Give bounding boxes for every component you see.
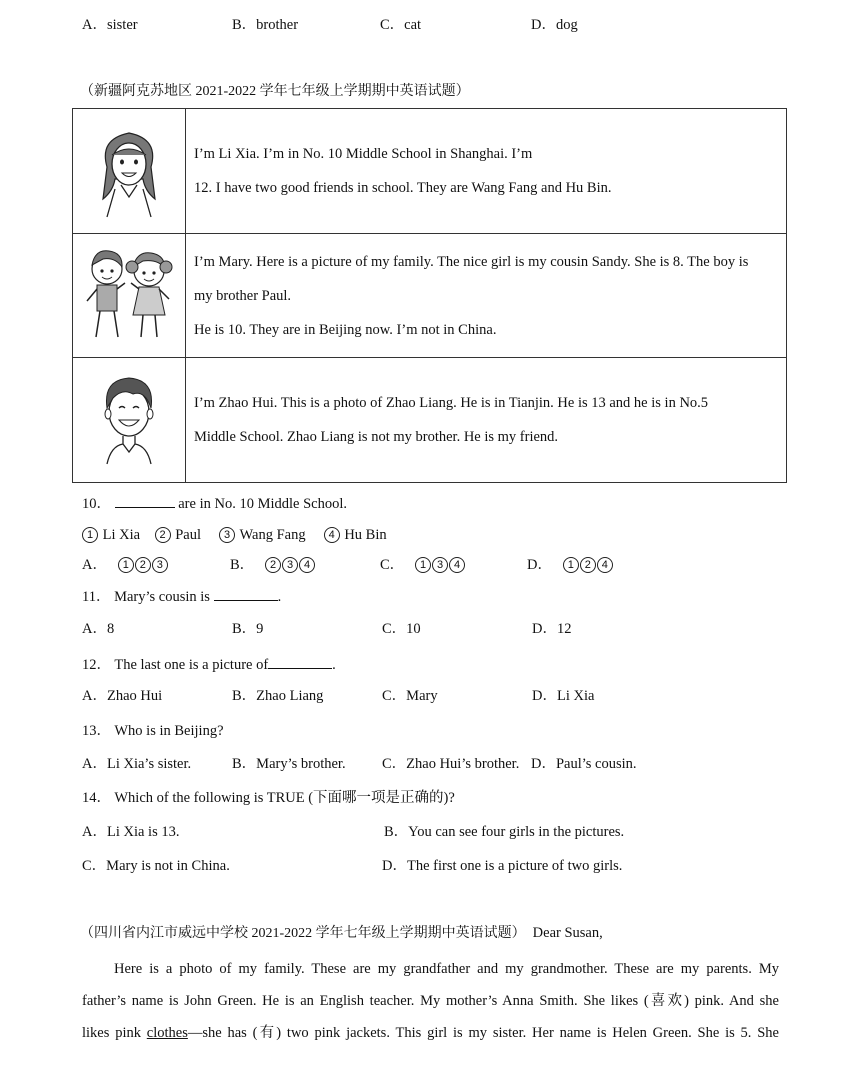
option-c[interactable]: C．Mary is not in China.	[82, 858, 230, 874]
option-c[interactable]: C．10	[382, 621, 421, 637]
circled-number: 1	[82, 527, 98, 543]
question-14-stem: 14． Which of the following is TRUE (下面哪一项是正确的)?	[82, 790, 455, 806]
passage-table	[72, 108, 787, 483]
circled-number: 4	[299, 557, 315, 573]
letter-line	[82, 1026, 779, 1041]
item-text: Paul	[175, 527, 201, 543]
circled-number: 3	[219, 527, 235, 543]
letter-line: Here is a photo of my family. These are my grandfather and my grandmother. These are my parents. My	[114, 961, 779, 977]
circled-number: 2	[265, 557, 281, 573]
option-b[interactable]: B．Zhao Liang	[232, 688, 324, 704]
question-text: are in No. 10 Middle School.	[178, 496, 347, 512]
circled-number: 1	[415, 557, 431, 573]
source-label: （新疆阿克苏地区 2021-2022 学年七年级上学期期中英语试题）	[80, 84, 470, 99]
option-c[interactable]: C．Zhao Hui’s brother.	[382, 756, 520, 772]
circled-number: 2	[135, 557, 151, 573]
item-text: Wang Fang	[239, 527, 306, 543]
circled-number: 2	[155, 527, 171, 543]
passage-line: I’m Li Xia. I’m in No. 10 Middle School in Shanghai. I’m	[194, 146, 533, 162]
question-text-end: .	[277, 589, 282, 605]
passage-line: my brother Paul.	[194, 287, 292, 304]
answer-blank[interactable]	[268, 656, 332, 669]
prev-option-a: A．sister	[82, 17, 138, 33]
source-label	[80, 926, 603, 941]
passage-line: I’m Mary. Here is a picture of my family. The nice girl is my cousin Sandy. She is 8. The boy is	[194, 253, 749, 270]
question-10-stem	[82, 495, 347, 512]
passage-zhao-hui	[186, 358, 787, 483]
picture-cell	[73, 109, 186, 234]
option-letter: D．	[527, 557, 552, 573]
circled-number: 4	[324, 527, 340, 543]
circled-number: 4	[597, 557, 613, 573]
girl-portrait-icon	[89, 119, 169, 219]
circled-number: 1	[563, 557, 579, 573]
circled-number: 1	[118, 557, 134, 573]
option-a[interactable]: A．Zhao Hui	[82, 688, 163, 704]
option-a[interactable]: A．Li Xia is 13.	[82, 824, 180, 840]
option-c[interactable]	[380, 557, 466, 573]
circled-number: 3	[152, 557, 168, 573]
option-letter: B．	[230, 557, 255, 573]
picture-cell	[73, 358, 186, 483]
option-a[interactable]: A．8	[82, 621, 115, 637]
option-d[interactable]	[527, 557, 614, 573]
table-row	[73, 109, 787, 234]
list-item	[155, 527, 201, 543]
circled-number: 3	[432, 557, 448, 573]
boy-portrait-icon	[89, 368, 169, 468]
option-d[interactable]: D．12	[532, 621, 572, 637]
question-12-stem	[82, 656, 336, 673]
circled-number: 3	[282, 557, 298, 573]
circled-number: 4	[449, 557, 465, 573]
table-row	[73, 358, 787, 483]
option-b[interactable]: B．You can see four girls in the pictures.	[384, 824, 625, 840]
question-number: 10．	[82, 496, 111, 512]
picture-cell	[73, 234, 186, 358]
question-text: 12． The last one is a picture of	[82, 657, 269, 673]
option-b[interactable]: B．Mary’s brother.	[232, 756, 346, 772]
option-b[interactable]	[230, 557, 316, 573]
underlined-word: clothes	[146, 1025, 188, 1041]
passage-line: 12. I have two good friends in school. They are Wang Fang and Hu Bin.	[194, 180, 612, 196]
prev-option-c: C．cat	[380, 17, 422, 33]
table-row	[73, 234, 787, 358]
passage-line: Middle School. Zhao Liang is not my brother. He is my friend.	[194, 429, 559, 445]
letter-greeting: Dear Susan,	[532, 925, 603, 941]
answer-blank[interactable]	[115, 495, 175, 508]
option-letter: C．	[380, 557, 405, 573]
option-a[interactable]: A．Li Xia’s sister.	[82, 756, 192, 772]
option-c[interactable]: C．Mary	[382, 688, 438, 704]
circled-number: 2	[580, 557, 596, 573]
list-item	[219, 527, 305, 543]
question-11-stem	[82, 588, 281, 605]
option-letter: A．	[82, 557, 107, 573]
option-d[interactable]: D．Li Xia	[532, 688, 595, 704]
passage-line: He is 10. They are in Beijing now. I’m not in China.	[194, 321, 497, 338]
item-text: Li Xia	[102, 527, 141, 543]
letter-text: likes pink	[82, 1025, 147, 1041]
option-b[interactable]: B．9	[232, 621, 264, 637]
question-10-items	[82, 527, 387, 543]
option-d[interactable]: D．The first one is a picture of two girls.	[382, 858, 623, 874]
passage-mary	[186, 234, 787, 358]
prev-option-b: B．brother	[232, 17, 299, 33]
answer-blank[interactable]	[214, 588, 278, 601]
source-text: （四川省内江市威远中学校 2021-2022 学年七年级上学期期中英语试题）	[80, 926, 526, 941]
list-item	[82, 527, 140, 543]
question-13-stem: 13． Who is in Beijing?	[82, 723, 224, 739]
prev-option-d: D．dog	[531, 17, 578, 33]
letter-line: father’s name is John Green. He is an English teacher. My mother’s Anna Smith. She likes (喜欢) pink. And she	[82, 993, 779, 1009]
item-text: Hu Bin	[344, 527, 387, 543]
option-d[interactable]: D．Paul’s cousin.	[531, 756, 637, 772]
list-item	[324, 527, 387, 543]
option-a[interactable]	[82, 557, 169, 573]
passage-li-xia	[186, 109, 787, 234]
boy-and-girl-icon	[81, 243, 177, 343]
question-text: 11． Mary’s cousin is	[82, 589, 210, 605]
letter-text: —she has (有) two pink jackets. This girl is my sister. Her name is Helen Green. She is 5. She	[187, 1025, 779, 1041]
question-text-end: .	[332, 657, 336, 673]
passage-line: I’m Zhao Hui. This is a photo of Zhao Liang. He is in Tianjin. He is 13 and he is in No.5	[194, 395, 709, 411]
